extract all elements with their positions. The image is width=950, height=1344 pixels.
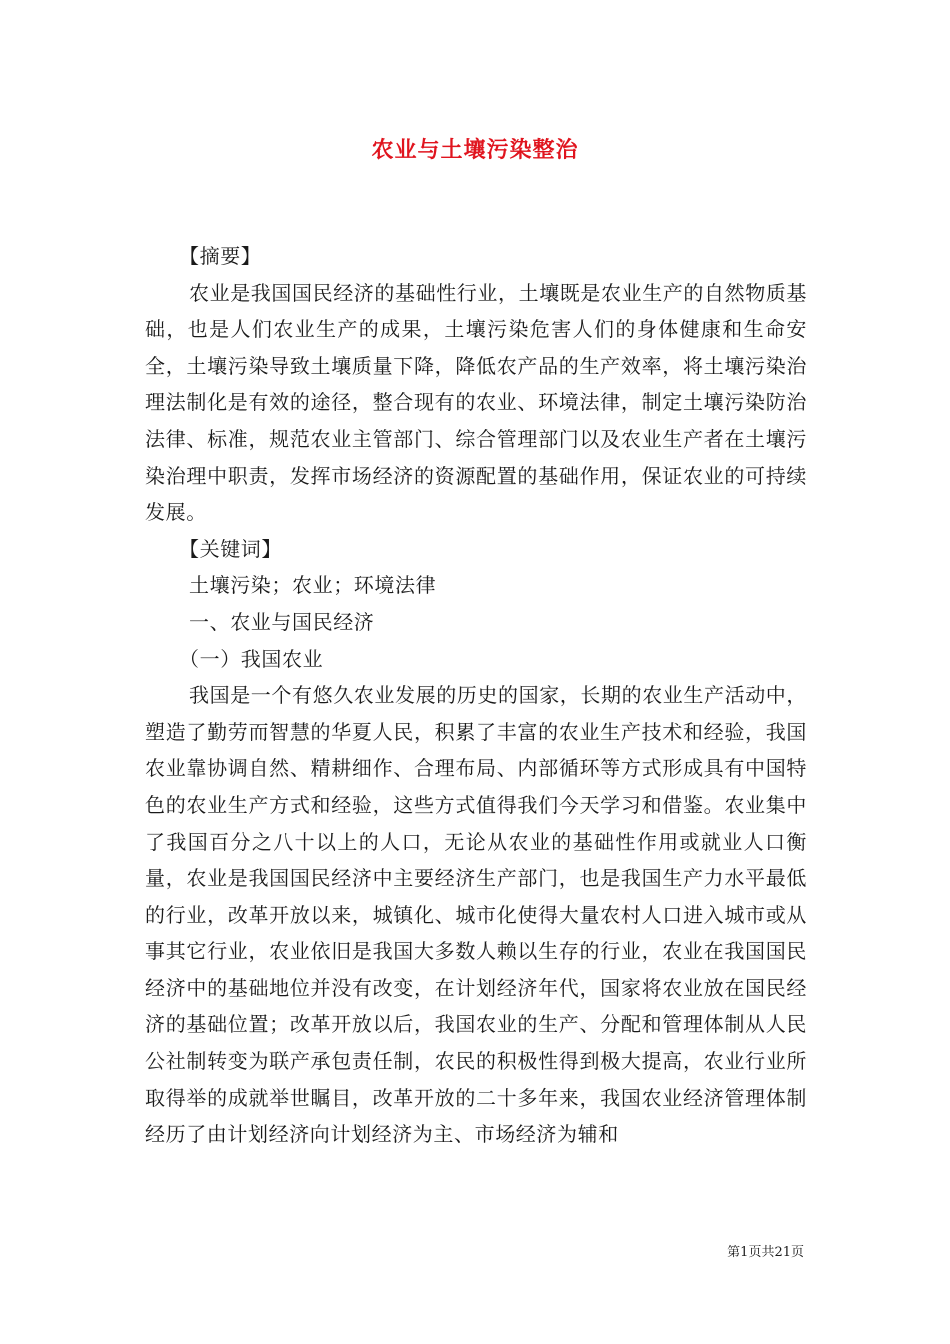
abstract-heading: 【摘要】 [179, 244, 262, 268]
section-paragraph: 我国是一个有悠久农业发展的历史的国家，长期的农业生产活动中，塑造了勤劳而智慧的华夏人民，积累了丰富的农业生产技术和经验，我国农业靠协调自然、精耕细作、合理布局、内部循环等方式形成具有中国特色的农业生产方式和经验，这些方式值得我们今天学习和借鉴。农业集中了我国百分之八十以上的人口，无论从农业的基础性作用或就业人口衡量，农业是我国国民经济中主要经济生产部门，也是我国生产力水平最低的行业，改革开放以来，城镇化、城市化使得大量农村人口进入城市或从事其它行业，农业依旧是我国大多数人赖以生存的行业，农业在我国国民经济中的基础地位并没有改变，在计划经济年代，国家将农业放在国民经济的基础位置；改革开放以后，我国农业的生产、分配和管理体制从人民公社制转变为联产承包责任制，农民的积极性得到极大提高，农业行业所取得举的成就举世瞩目，改革开放的二十多年来，我国农业经济管理体制经历了由计划经济向计划经济为主、市场经济为辅和 [145, 683, 807, 1147]
document-title: 农业与土壤污染整治 [371, 137, 579, 163]
page-number-footer: 第1页共21页 [727, 1245, 804, 1260]
keywords-line: 土壤污染；农业；环境法律 [189, 573, 437, 598]
subsection-heading: （一）我国农业 [179, 646, 324, 671]
section-heading: 一、农业与国民经济 [189, 609, 375, 634]
keywords-heading: 【关键词】 [179, 536, 282, 561]
document-body [145, 238, 807, 1153]
abstract-paragraph: 农业是我国国民经济的基础性行业，土壤既是农业生产的自然物质基础，也是人们农业生产的成果，土壤污染危害人们的身体健康和生命安全，土壤污染导致土壤质量下降，降低农产品的生产效率，将土壤污染治理法制化是有效的途径，整合现有的农业、环境法律，制定土壤污染防治法律、标准，规范农业主管部门、综合管理部门以及农业生产者在土壤污染治理中职责，发挥市场经济的资源配置的基础作用，保证农业的可持续发展。 [145, 280, 807, 525]
